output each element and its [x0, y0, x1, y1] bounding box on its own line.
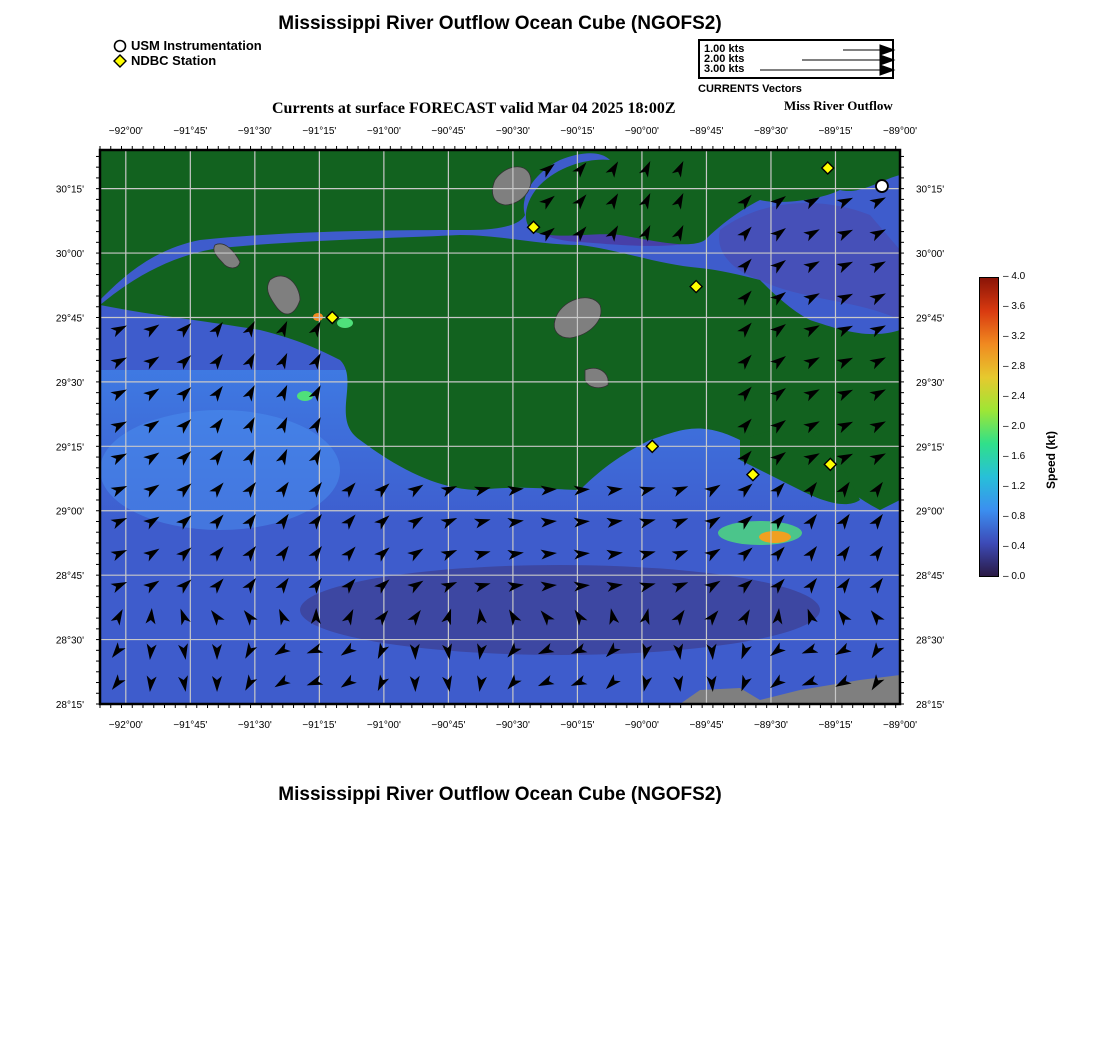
colorbar-tick-label: – 2.4 [1003, 391, 1026, 402]
inland-plume [337, 318, 353, 328]
lat-label-right: 28°30' [916, 635, 945, 647]
colorbar-tick-label: – 0.8 [1003, 511, 1026, 522]
lon-label-top: −91°45' [173, 126, 208, 137]
colorbar-tick-label: – 0.4 [1003, 541, 1026, 552]
vector-key-entry: 1.00 kts [704, 43, 745, 55]
lon-label-bottom: −90°15' [560, 720, 595, 731]
lat-label-left: 29°30' [55, 377, 84, 389]
lat-label-left: 29°45' [55, 313, 84, 325]
vector-key-caption: CURRENTS Vectors [698, 83, 802, 95]
colorbar-ticks [999, 271, 1039, 582]
legend-ndbc-label: NDBC Station [131, 53, 217, 68]
colorbar-tick-label: – 4.0 [1003, 271, 1026, 282]
lat-label-left: 30°00' [55, 249, 84, 261]
map-subtitle: Currents at surface FORECAST valid Mar 04 2025 18:00Z [272, 100, 676, 117]
lon-label-top: −91°00' [366, 126, 401, 137]
lat-label-right: 29°30' [916, 377, 945, 389]
lon-label-top: −92°00' [108, 126, 143, 137]
lon-label-top: −91°30' [237, 126, 272, 137]
lat-label-left: 28°45' [55, 571, 84, 583]
lon-label-bottom: −91°45' [173, 720, 208, 731]
lon-label-top: −90°30' [495, 126, 530, 137]
lon-label-top: −90°15' [560, 126, 595, 137]
page-title: Mississippi River Outflow Ocean Cube (NGOFS2) [278, 13, 722, 34]
lat-label-right: 28°15' [916, 700, 945, 711]
vector-key-entry: 3.00 kts [704, 63, 745, 75]
lon-label-bottom: −92°00' [108, 720, 143, 731]
colorbar-label: Speed (kt) [1044, 430, 1058, 490]
lon-label-top: −91°15' [302, 126, 337, 137]
lon-label-bottom: −90°45' [431, 720, 466, 731]
lat-label-right: 29°15' [916, 442, 945, 454]
fast-current-zone [100, 410, 340, 530]
usm-station-marker [876, 180, 888, 192]
colorbar-tick-label: – 2.0 [1003, 421, 1026, 432]
lon-label-bottom: −91°30' [237, 720, 272, 731]
lat-label-left: 29°15' [55, 442, 84, 454]
colorbar-tick-label: – 1.6 [1003, 451, 1026, 462]
footer-title: Mississippi River Outflow Ocean Cube (NGOFS2) [278, 784, 722, 805]
lon-label-bottom: −91°00' [366, 720, 401, 731]
lat-label-right: 30°00' [916, 249, 945, 261]
region-label: Miss River Outflow [784, 98, 893, 113]
colorbar-tick-label: – 3.6 [1003, 301, 1026, 312]
slow-current-zone [300, 565, 820, 655]
lat-label-left: 28°30' [55, 635, 84, 647]
colorbar [979, 277, 999, 577]
lon-label-top: −89°45' [689, 126, 724, 137]
lat-label-right: 28°45' [916, 571, 945, 583]
lon-label-bottom: −91°15' [302, 720, 337, 731]
lon-label-bottom: −89°45' [689, 720, 724, 731]
lat-label-left: 28°15' [55, 700, 84, 711]
lon-label-top: −89°30' [753, 126, 788, 137]
river-plume [718, 521, 802, 545]
colorbar-tick-label: – 3.2 [1003, 331, 1026, 342]
lon-label-bottom: −89°15' [818, 720, 853, 731]
colorbar-tick-label: – 0.0 [1003, 571, 1026, 582]
river-plume-core [759, 531, 791, 543]
vector-key-entry: 2.00 kts [704, 53, 745, 65]
lon-label-bottom: −90°00' [624, 720, 659, 731]
lat-label-right: 29°00' [916, 506, 945, 518]
colorbar-tick-label: – 2.8 [1003, 361, 1026, 372]
lon-label-bottom: −89°00' [883, 720, 917, 731]
lon-label-bottom: −89°30' [753, 720, 788, 731]
lon-label-top: −90°45' [431, 126, 466, 137]
lon-label-top: −89°15' [818, 126, 853, 137]
colorbar-tick-label: – 1.2 [1003, 481, 1026, 492]
legend-usm-label: USM Instrumentation [131, 38, 262, 53]
lon-label-top: −89°00' [883, 126, 917, 137]
lon-label-top: −90°00' [624, 126, 659, 137]
lat-label-left: 29°00' [55, 506, 84, 518]
lat-label-right: 29°45' [916, 313, 945, 325]
lat-label-left: 30°15' [55, 184, 84, 196]
lat-label-right: 30°15' [916, 184, 945, 196]
lon-label-bottom: −90°30' [495, 720, 530, 731]
